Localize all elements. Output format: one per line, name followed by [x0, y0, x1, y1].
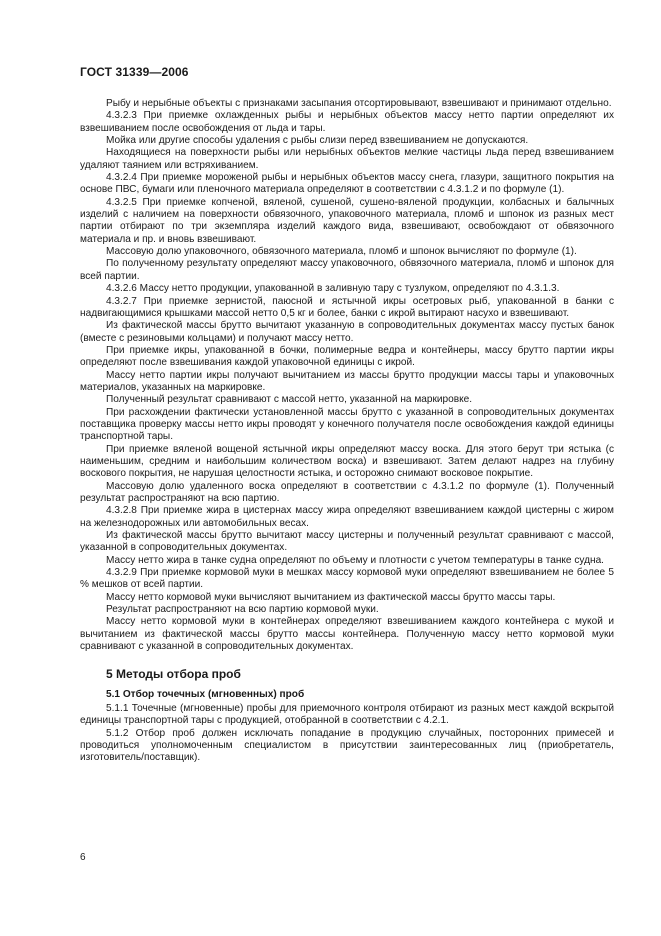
paragraph: При приемке икры, упакованной в бочки, полимерные ведра и контейнеры, массу брутто партии икры определяют после взвешивания каждой упаковочной единицы с икрой.: [80, 344, 614, 369]
paragraph: 4.3.2.7 При приемке зернистой, паюсной и ястычной икры осетровых рыб, упакованной в банки с надвигающимися крышками массой нетто 0,5 кг и более, банки с икрой вытирают насухо и взвешивают.: [80, 295, 614, 319]
paragraph: 4.3.2.8 При приемке жира в цистернах массу жира определяют взвешиванием каждой цистерны с жиром на железнодорожных или автомобильных весах.: [80, 505, 614, 529]
paragraph: Массу нетто кормовой муки вычисляют вычитанием из фактической массы брутто массы тары.: [106, 591, 556, 603]
paragraph: Массу нетто жира в танке судна определяют по объему и плотности с учетом температуры в танке судна.: [106, 554, 604, 566]
paragraph: 4.3.2.6 Массу нетто продукции, упакованной в заливную тару с тузлуком, определяют по 4.3.1.3.: [106, 283, 560, 295]
paragraph: Массу нетто партии икры получают вычитанием из массы брутто продукции массы тары и упаковочных материалов, указанных на маркировке.: [80, 369, 614, 393]
paragraph: При расхождении фактически установленной массы брутто с указанной в сопроводительных документах поставщика проверку массы нетто икры проводят у конечного получателя после освобождения каждой единицы транспортной тары.: [80, 406, 614, 443]
paragraph: 5.1.1 Точечные (мгновенные) пробы для приемочного контроля отбирают из разных мест каждой вскрытой единицы транспортной тары с продукцией, отобранной в соответствии с 4.2.1.: [80, 702, 614, 727]
standard-header: ГОСТ 31339—2006: [80, 65, 189, 79]
paragraph: 5.1.2 Отбор проб должен исключать попадание в продукцию случайных, посторонних примесей и проводиться уполномоченным специалистом в присутствии заинтересованных лиц (приобретатель, изготовитель/поставщик).: [80, 727, 614, 764]
paragraph: 4.3.2.3 При приемке охлажденных рыбы и нерыбных объектов массу нетто партии определяют их взвешиванием после освобождения от льда и тары.: [80, 110, 614, 134]
paragraph: Из фактической массы брутто вычитают указанную в сопроводительных документах массу пустых банок (вместе с резиновыми кольцами) и получают массу нетто.: [80, 320, 614, 344]
paragraph: Полученный результат сравнивают с массой нетто, указанной на маркировке.: [106, 394, 473, 406]
paragraph: Мойка или другие способы удаления с рыбы слизи перед взвешиванием не допускаются.: [106, 135, 529, 147]
paragraph: При приемке вяленой вощеной ястычной икры определяют массу воска. Для этого берут три ястыка (с наименьшим, средним и наибольшим количеством воска) и взвешивают. Затем делают надрез на глубину воскового покрытия, не нарушая целостности ястыка, и осторожно снимают восковое покрытие.: [80, 443, 614, 480]
paragraph: Массовую долю упаковочного, обвязочного материала, пломб и шпонок вычисляют по формуле (1).: [106, 246, 577, 258]
page-number: 6: [80, 852, 86, 863]
paragraph: Результат распространяют на всю партию кормовой муки.: [106, 604, 379, 616]
document-body: [80, 98, 614, 765]
paragraph: 4.3.2.4 При приемке мороженой рыбы и нерыбных объектов массу снега, глазури, защитного покрытия на основе ПВС, бумаги или пленочного материала определяют в соответствии с 4.3.1.2 и по формуле (1).: [80, 172, 614, 196]
paragraph: 4.3.2.9 При приемке кормовой муки в мешках массу кормовой муки определяют взвешиванием не более 5 % мешков от всей партии.: [80, 567, 614, 591]
paragraph: По полученному результату определяют массу упаковочного, обвязочного материала, пломб и шпонок для всей партии.: [80, 258, 614, 282]
subsection-heading: 5.1 Отбор точечных (мгновенных) проб: [106, 689, 305, 701]
paragraph: Массовую долю удаленного воска определяют в соответствии с 4.3.1.2 по формуле (1). Полученный результат распространяют на всю партию.: [80, 480, 614, 504]
paragraph: Из фактической массы брутто вычитают массу цистерны и полученный результат сравнивают с массой, указанной в сопроводительных документах.: [80, 530, 614, 554]
paragraph: Рыбу и нерыбные объекты с признаками засыпания отсортировывают, взвешивают и принимают отдельно.: [106, 98, 612, 109]
paragraph: Массу нетто кормовой муки в контейнерах определяют взвешиванием каждого контейнера с мукой и вычитанием из фактической массы брутто массы контейнера. Полученную массу нетто кормовой муки сравнивают с указанной в сопроводительных документах.: [80, 616, 614, 653]
section-heading: 5 Методы отбора проб: [106, 667, 241, 682]
paragraph: 4.3.2.5 При приемке копченой, вяленой, сушеной, сушено-вяленой продукции, колбасных и балычных изделий с наличием на поверхности обвязочного, упаковочного материала, пломб и шпонок из разных мест партии отбирают по три экземпляра изделий каждого вида, взвешивают, освобождают от обвязочного материала и пр. и вновь взвешивают.: [80, 196, 614, 245]
paragraph: Находящиеся на поверхности рыбы или нерыбных объектов мелкие частицы льда перед взвешиванием удаляют таянием или встряхиванием.: [80, 147, 614, 171]
